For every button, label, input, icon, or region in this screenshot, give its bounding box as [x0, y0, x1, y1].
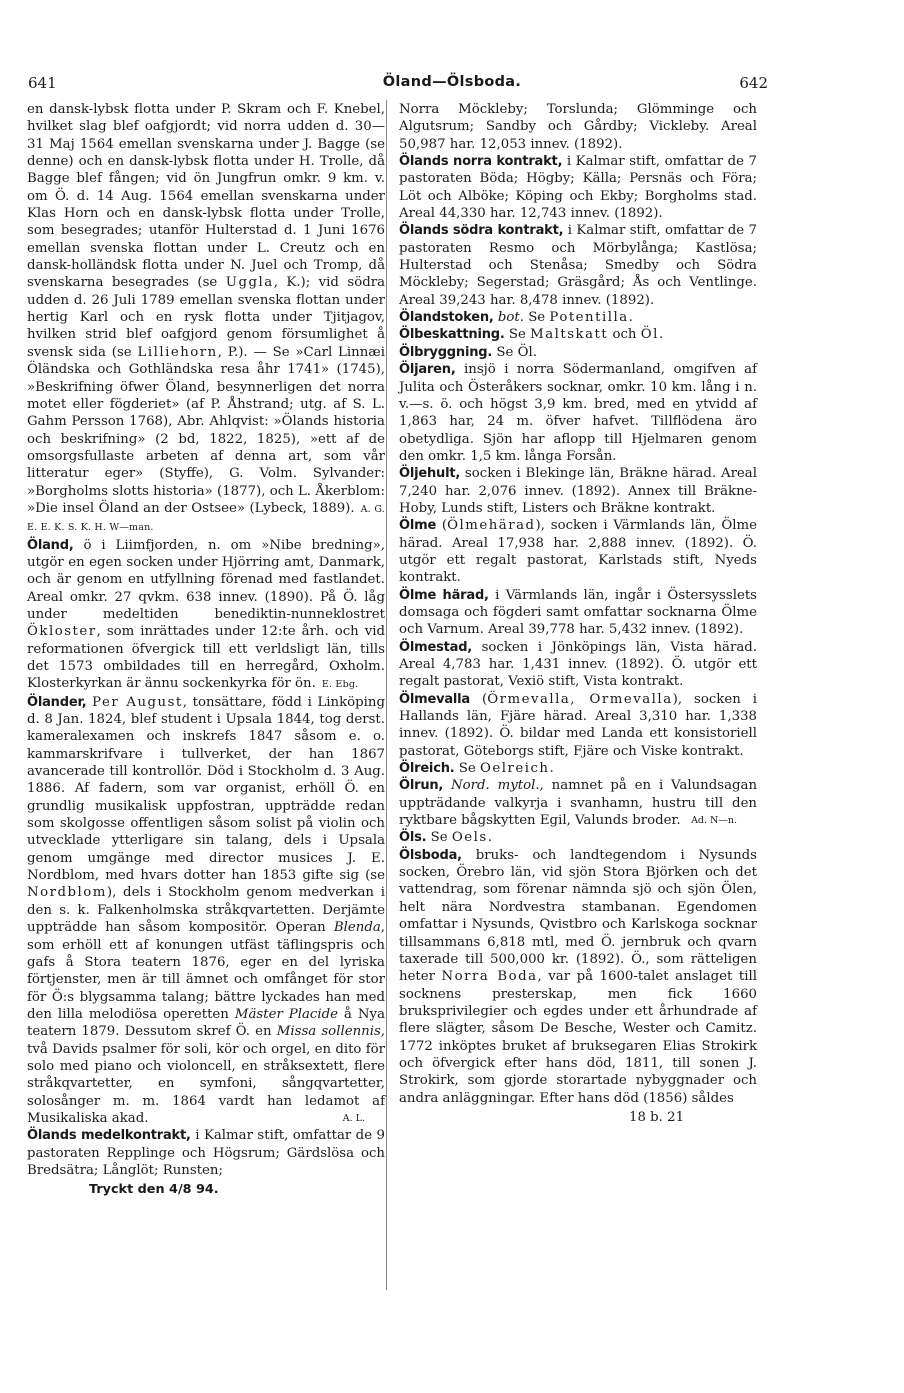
headword: Ölbryggning.	[399, 344, 493, 360]
headword: Öls.	[399, 830, 427, 846]
entry-olsboda: Ölsboda, bruks- och landtegendom i Nysunds socken, Örebro län, vid sjön Stora Björken och det vattendrag, som förenar nämnda sjö och sjön Ölen, helt nära Nordvestra stambanan. Egendomen omfattar i Nysunds, Qvistbro och Karlskoga socknar tillsammans 6,818 mtl, med Ö. jernbruk och qvarn taxerade till 500,000 kr. (1892). Ö., som rätteligen heter Norra Boda, var på 1600-talet anslaget till socknens presterskap, men fick 1660 bruksprivilegier och egdes under ett århundrade af flere slägter, såsom De Besche, Wester och Camitz. 1772 inköptes bruket af bruksegaren Elias Strokirk och öfvergick efter hans död, 1811, till sonen J. Strokirk, som gjorde storartade nybyggnader och andra anläggningar. Efter hans död (1856) såldes	[399, 847, 757, 1106]
column-divider	[386, 100, 387, 1290]
entry-olands-sodra-kontrakt: Ölands södra kontrakt, i Kalmar stift, omfattar de 7 pastoraten Resmo och Mörbylånga; Kastlösa; Hulterstad och Stenåsa; Smedby och Södra Möckleby; Segerstad; Gräsgård; Ås och Ventlinge. Areal 39,243 har. 8,478 innev. (1892).	[399, 223, 757, 308]
entry-olreich: Ölreich. Se Oelreich.	[399, 761, 554, 777]
author-signature: A. L.	[342, 1112, 365, 1124]
entry-olands-norra-kontrakt: Ölands norra kontrakt, i Kalmar stift, omfattar de 7 pastoraten Böda; Högby; Källa; Persnäs och Föra; Löt och Alböke; Köping och Ekby; Borgholms stad. Areal 44,330 har. 12,743 innev. (1892).	[399, 154, 757, 222]
entry-olands-medelkontrakt: Ölands medelkontrakt, i Kalmar stift, omfattar de 9 pastoraten Repplinge och Högsrum; Gärdslösa och Bredsätra; Långlöt; Runsten;	[27, 1128, 385, 1178]
entry-olandstoken: Ölandstoken, bot. Se Potentilla.	[399, 310, 633, 326]
headword: Ölreich.	[399, 761, 455, 777]
right-page-number: 642	[739, 74, 768, 92]
right-column	[399, 101, 757, 1126]
entry-oljehult: Öljehult, socken i Blekinge län, Bräkne härad. Areal 7,240 har. 2,076 innev. (1892). Annex till Bräkne-Hoby, Lunds stift, Listers och Bräkne kontrakt.	[399, 466, 757, 516]
left-page-number: 641	[28, 74, 57, 92]
entry-olme: Ölme (Ölmehärad), socken i Värmlands län, Ölme härad. Areal 17,938 har. 2,888 innev. (1892). Ö. utgör ett regalt pastorat, Karlstads stift, Nyeds kontrakt.	[399, 518, 757, 586]
entry-olmestad: Ölmestad, socken i Jönköpings län, Vista härad. Areal 4,783 har. 1,431 innev. (1892). Ö. utgör ett regalt pastorat, Vexiö stift, Vista kontrakt.	[399, 639, 758, 690]
author-signature: Ad. N—n.	[691, 815, 737, 827]
page-header	[0, 74, 904, 94]
entry-olbryggning: Ölbryggning. Se Öl.	[399, 344, 537, 360]
entry-ols: Öls. Se Oels.	[399, 830, 492, 846]
sheet-signature: 18 b. 21	[629, 1109, 685, 1125]
headword: Ölsboda,	[399, 847, 462, 863]
headword: Ölmestad,	[399, 639, 473, 655]
printing-date: Tryckt den 4/8 94.	[89, 1182, 219, 1198]
headword: Ölme	[399, 518, 437, 534]
headword: Ölands norra kontrakt,	[399, 154, 563, 170]
entry-oland-battles-cont: en dansk-lybsk flotta under P. Skram och F. Knebel, hvilket slag blef oafgjordt; vid norra udden d. 30—31 Maj 1564 emellan svenskarna under J. Bagge (se denne) och en dansk-lybsk flotta under H. Trolle, då Bagge blef fången; vid ön Jungfrun omkr. 9 km. v. om Ö. d. 14 Aug. 1564 emellan svenskarna under Klas Horn och en dansk-lybsk flotta under Trolle, som besegrades; utanför Hulterstad d. 1 Juni 1676 emellan svenska flottan under L. Creutz och en dansk-holländsk flotta under N. Juel och Tromp, då svenskarna besegrades (se Uggla, K.); vid södra udden d. 26 Juli 1789 emellan svenska flottan under hertig Karl och en rysk flotta under Tjitjagov, hvilken strid blef oafgjord genom försumlighet å svensk sida (se Lilliehorn, P.). — Se »Carl Linnæi Öländska och Gothländska resa åhr 1741» (1745), »Beskrifning öfwer Öland, besynnerligen det norra motet eller fögderiet» (af P. Åhstrand; utg. af S. L. Gahm Persson 1768), Abr. Ahlqvist: »Ölands historia och beskrifning» (2 bd, 1822, 1825), »ett af de omsorgsfullaste arbeten af denna art, som vår litteratur eger» (Styffe), G. Volm. Sylvander: »Borgholms slotts historia» (1877), och L. Åkerblom: »Die insel Öland an der Ostsee» (Lybeck, 1889). A. G. E. E. K. S. K. H. W—man.	[27, 102, 386, 534]
entry-olme-harad: Ölme härad, i Värmlands län, ingår i Östersysslets domsaga och fögderi samt omfattar socknarna Ölme och Varnum. Areal 39,778 har. 5,432 innev. (1892).	[399, 587, 757, 638]
headword: Öland,	[27, 537, 74, 553]
entry-oland-liimfjorden: Öland, ö i Liimfjorden, n. om »Nibe bredning», utgör en egen socken under Hjörring amt, Danmark, och är genom en utfyllning förenad med fastlandet. Areal omkr. 27 qvkm. 638 innev. (1890). På Ö. låg under medeltiden benediktin-nunneklostret Ökloster, som inrättades under 12:te årh. och vid reformationen öfvergick till ett verldsligt län, tills det 1573 ombildades till en herregård, Oxholm. Klosterkyrkan är ännu sockenkyrka för ön. E. Ebg.	[27, 537, 385, 692]
headword: Ölandstoken,	[399, 310, 494, 326]
author-signature: E. Ebg.	[321, 679, 359, 691]
entry-oljaren: Öljaren, insjö i norra Södermanland, omgifven af Julita och Österåkers socknar, omkr. 10 km. lång i n. v.—s. ö. och högst 3,9 km. bred, med en ytvidd af 1,863 har, 24 m. öfver hafvet. Tillflödena äro obetydliga. Sjön har aflopp till Hjelmaren genom den omkr. 1,5 km. långa Forsån.	[399, 362, 757, 464]
headword: Ölander,	[27, 694, 87, 710]
entry-olander: Ölander, Per August, tonsättare, född i Linköping d. 8 Jan. 1824, blef student i Upsala 1844, tog derst. kameralexamen och inskrefs 1847 såsom e. o. kammarskrifvare i tullverket, der han 1867 avancerade till kontrollör. Död i Stockholm d. 3 Aug. 1886. Af fadern, som var organist, erhöll Ö. en grundlig musikalisk uppfostran, uppträdde redan som skolgosse offentligen såsom solist på violin och utvecklade ytterligare sin talang, dels i Upsala genom umgänge med director musices J. E. Nordblom, med hvars dotter han 1853 gifte sig (se Nordblom), dels i Stockholm genom medverkan i den s. k. Falkenholmska stråkqvartetten. Derjämte uppträdde han såsom kompositör. Operan Blenda, som erhöll ett af konungen utfäst täflingspris och gafs å Stora teatern 1876, eger en del lyriska förtjenster, men är till ämnet och omfånget för stor för Ö:s blygsamma talang; bättre lyckades han med den lilla melodiösa operetten Mäster Placide å Nya teatern 1879. Dessutom skref Ö. en Missa sollennis, två Davids psalmer för soli, kör och orgel, en dito för solo med piano och violoncell, en stråksextett, flere stråkqvartetter, en symfoni, sångqvartetter, solosånger m. m. 1864 vardt han ledamot af Musikaliska akad. A. L.	[27, 694, 386, 1126]
headword: Ölands södra kontrakt,	[399, 223, 564, 239]
entry-medelkontrakt-cont: Norra Möckleby; Torslunda; Glömminge och Algutsrum; Sandby och Gårdby; Vickleby. Areal 50,987 har. 12,053 innev. (1892).	[399, 102, 757, 152]
entry-olbeskattning: Ölbeskattning. Se Maltskatt och Öl.	[399, 327, 664, 343]
entry-olmevalla: Ölmevalla (Örmevalla, Ormevalla), socken i Hallands län, Fjäre härad. Areal 3,310 har. 1,338 innev. (1892). Ö. bildar med Landa ett konsistoriell pastorat, Göteborgs stift, Fjäre och Viske kontrakt.	[399, 691, 758, 759]
left-column	[27, 101, 385, 1199]
headword: Ölme härad,	[399, 587, 489, 603]
headword: Ölbeskattning.	[399, 327, 505, 343]
entry-olrun: Ölrun, Nord. mytol., namnet på en i Valundsagan uppträdande valkyrja i svanhamn, hustru till den ryktbare bågskytten Egil, Valunds broder. Ad. N—n.	[399, 778, 758, 829]
headword: Ölmevalla	[399, 691, 471, 707]
headword: Ölrun,	[399, 778, 444, 794]
author-signature: A. G. E. E. K. S. K. H. W—man.	[27, 503, 385, 534]
running-title: Öland—Ölsboda.	[382, 74, 522, 90]
headword: Öljaren,	[399, 362, 456, 378]
headword: Ölands medelkontrakt,	[27, 1128, 191, 1144]
headword: Öljehult,	[399, 466, 461, 482]
